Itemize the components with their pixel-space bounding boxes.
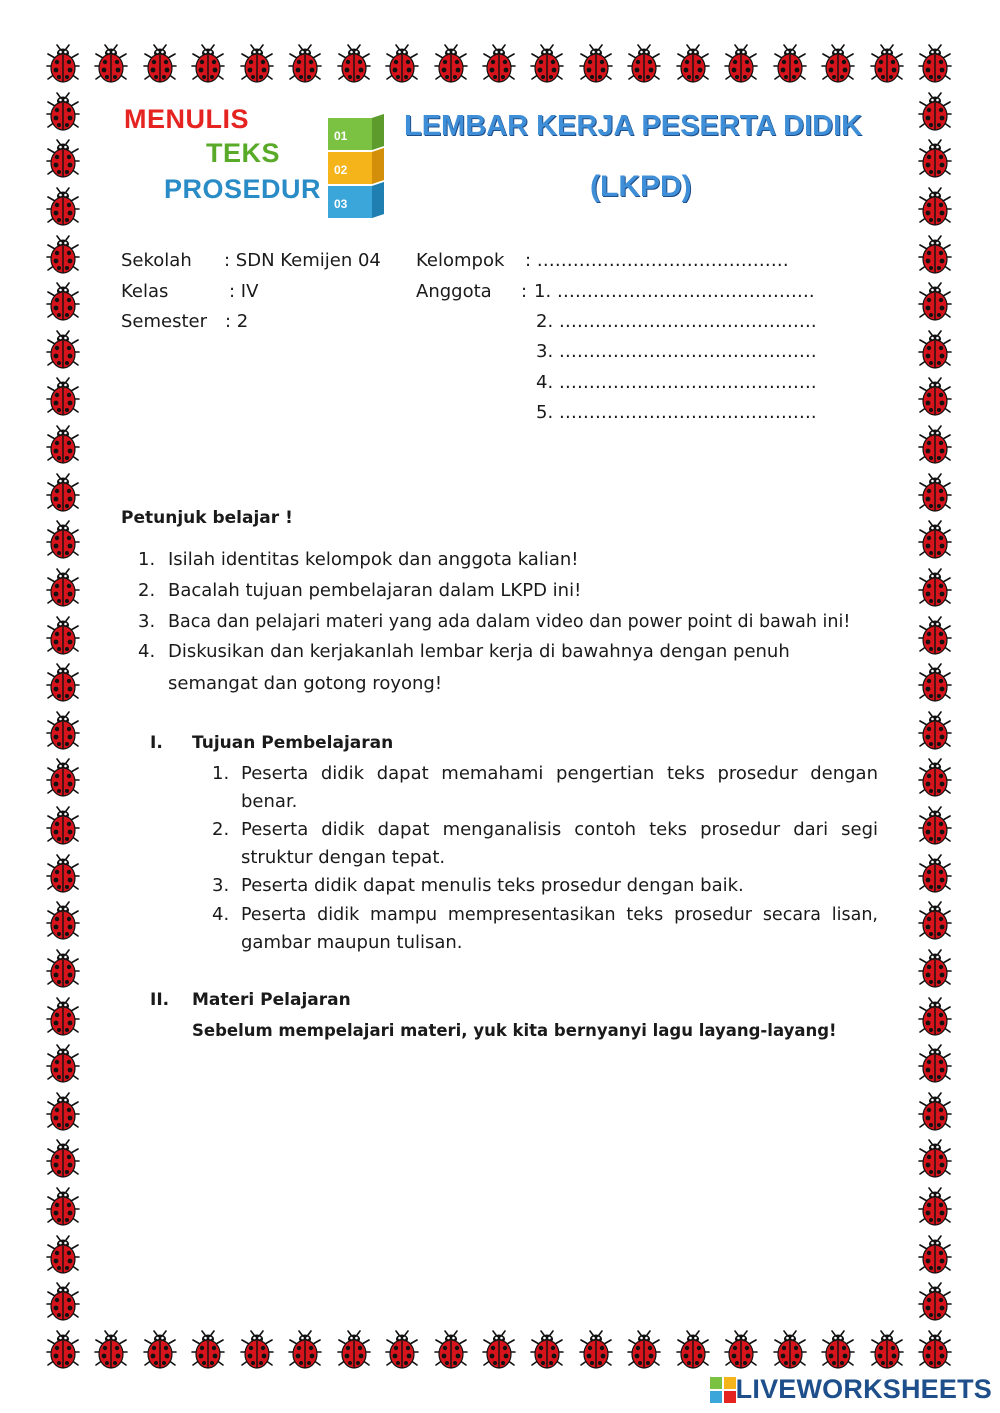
ladybug-icon [46, 377, 80, 417]
ladybug-icon [46, 1187, 80, 1227]
logo-word-prosedur: PROSEDUR [164, 174, 322, 204]
objective-item-continuation: benar. [241, 791, 298, 812]
instruction-item: Isilah identitas kelompok dan anggota kalian! [168, 549, 579, 570]
ladybug-icon [821, 44, 855, 84]
ladybug-icon [46, 1330, 80, 1370]
ladybug-icon [918, 997, 952, 1037]
ladybug-icon [918, 520, 952, 560]
ladybug-icon [46, 806, 80, 846]
ladybug-icon [191, 44, 225, 84]
ladybug-icon [240, 44, 274, 84]
step-01-label: 01 [334, 129, 348, 143]
ladybug-icon [46, 663, 80, 703]
ladybug-icon [918, 949, 952, 989]
ladybug-icon [46, 473, 80, 513]
liveworksheets-brand: LIVEWORKSHEETS [735, 1374, 992, 1404]
ladybug-icon [530, 44, 564, 84]
instruction-number: 3. [138, 611, 156, 632]
ladybug-icon [918, 44, 952, 84]
ladybug-icon [46, 1092, 80, 1132]
page-subtitle: (LKPD) [590, 170, 692, 203]
anggota-field-2[interactable]: 2. ……………………………………. [536, 311, 817, 332]
ladybug-icon [918, 806, 952, 846]
instruction-number: 1. [138, 549, 156, 570]
logo-word-teks: TEKS [206, 138, 281, 168]
objective-item: Peserta didik dapat menulis teks prosedur dengan baik. [241, 875, 744, 896]
ladybug-icon [46, 711, 80, 751]
ladybug-icon [46, 92, 80, 132]
ladybug-icon [918, 425, 952, 465]
ladybug-icon [627, 44, 661, 84]
menulis-teks-prosedur-logo [118, 100, 388, 220]
ladybug-icon [918, 711, 952, 751]
ladybug-icon [46, 949, 80, 989]
step-02-label: 02 [334, 163, 348, 177]
kelompok-field[interactable]: : …………………………………… [525, 250, 789, 271]
semester-label: Semester [121, 311, 208, 332]
ladybug-icon [46, 758, 80, 798]
ladybug-icon [918, 377, 952, 417]
ladybug-icon [240, 1330, 274, 1370]
anggota-field-4[interactable]: 4. ……………………………………. [536, 372, 817, 393]
ladybug-icon [676, 44, 710, 84]
ladybug-icon [46, 330, 80, 370]
ladybug-icon [918, 282, 952, 322]
ladybug-icon [46, 520, 80, 560]
objective-item: Peserta didik dapat memahami pengertian teks prosedur dengan [241, 763, 878, 784]
ladybug-icon [918, 1139, 952, 1179]
kelompok-label: Kelompok [416, 250, 505, 271]
ladybug-icon [46, 854, 80, 894]
instruction-item-continuation: semangat dan gotong royong! [168, 673, 443, 694]
section-2-text: Sebelum mempelajari materi, yuk kita bernyanyi lagu layang-layang! [192, 1021, 837, 1040]
ladybug-icon [724, 1330, 758, 1370]
ladybug-icon [337, 44, 371, 84]
ladybug-icon [918, 663, 952, 703]
ladybug-icon [918, 1330, 952, 1370]
anggota-label: Anggota [416, 281, 492, 302]
ladybug-icon [918, 235, 952, 275]
objective-number: 3. [212, 875, 230, 896]
ladybug-icon [46, 187, 80, 227]
ladybug-icon [94, 44, 128, 84]
ladybug-icon [918, 1235, 952, 1275]
instruction-item: Diskusikan dan kerjakanlah lembar kerja di bawahnya dengan penuh [168, 641, 790, 662]
ladybug-icon [385, 1330, 419, 1370]
ladybug-icon [627, 1330, 661, 1370]
step-03-label: 03 [334, 197, 348, 211]
instruction-number: 2. [138, 580, 156, 601]
ladybug-icon [46, 616, 80, 656]
ladybug-icon [46, 139, 80, 179]
ladybug-icon [46, 235, 80, 275]
ladybug-icon [579, 1330, 613, 1370]
kelas-label: Kelas [121, 281, 169, 302]
ladybug-icon [46, 1139, 80, 1179]
objective-item: Peserta didik dapat menganalisis contoh teks prosedur dari segi [241, 819, 878, 840]
ladybug-icon [918, 1282, 952, 1322]
ladybug-icon [46, 1282, 80, 1322]
ladybug-icon [191, 1330, 225, 1370]
ladybug-icon [482, 44, 516, 84]
ladybug-icon [773, 1330, 807, 1370]
ladybug-icon [46, 997, 80, 1037]
section-1-heading: Tujuan Pembelajaran [192, 733, 394, 753]
ladybug-icon [434, 44, 468, 84]
instruction-number: 4. [138, 641, 156, 662]
logo-word-menulis: MENULIS [124, 104, 249, 134]
ladybug-icon [870, 1330, 904, 1370]
objective-item-continuation: struktur dengan tepat. [241, 847, 446, 868]
ladybug-icon [143, 1330, 177, 1370]
ladybug-icon [918, 473, 952, 513]
objective-number: 4. [212, 904, 230, 925]
anggota-field-3[interactable]: 3. ……………………………………. [536, 341, 817, 362]
ladybug-icon [918, 1092, 952, 1132]
ladybug-icon [676, 1330, 710, 1370]
ladybug-icon [143, 44, 177, 84]
anggota-field-1[interactable]: 1. ……………………………………. [534, 281, 815, 302]
instruction-item: Bacalah tujuan pembelajaran dalam LKPD ini! [168, 580, 582, 601]
ladybug-icon [773, 44, 807, 84]
anggota-colon: : [521, 281, 528, 302]
ladybug-icon [918, 92, 952, 132]
objective-item-continuation: gambar maupun tulisan. [241, 932, 463, 953]
ladybug-icon [482, 1330, 516, 1370]
section-1-number: I. [150, 733, 163, 753]
ladybug-icon [46, 901, 80, 941]
ladybug-icon [724, 44, 758, 84]
sekolah-value: : SDN Kemijen 04 [224, 250, 381, 271]
ladybug-icon [918, 758, 952, 798]
ladybug-icon [918, 187, 952, 227]
objective-number: 2. [212, 819, 230, 840]
kelas-value: : IV [229, 281, 259, 302]
ladybug-icon [46, 44, 80, 84]
ladybug-icon [821, 1330, 855, 1370]
stacked-steps-icon [326, 112, 388, 222]
ladybug-icon [918, 901, 952, 941]
ladybug-icon [385, 44, 419, 84]
ladybug-icon [918, 854, 952, 894]
ladybug-icon [579, 44, 613, 84]
ladybug-icon [46, 1044, 80, 1084]
liveworksheets-logo-icon [710, 1377, 736, 1403]
liveworksheets-watermark [710, 1374, 992, 1405]
ladybug-icon [918, 616, 952, 656]
section-2-number: II. [150, 990, 170, 1010]
objective-item: Peserta didik mampu mempresentasikan teks prosedur secara lisan, [241, 905, 878, 925]
ladybug-icon [530, 1330, 564, 1370]
ladybug-icon [94, 1330, 128, 1370]
page-title: LEMBAR KERJA PESERTA DIDIK [404, 110, 863, 142]
ladybug-icon [918, 568, 952, 608]
sekolah-label: Sekolah [121, 250, 192, 271]
ladybug-icon [918, 1044, 952, 1084]
objective-number: 1. [212, 763, 230, 784]
ladybug-icon [918, 330, 952, 370]
ladybug-icon [46, 1235, 80, 1275]
ladybug-icon [434, 1330, 468, 1370]
ladybug-icon [46, 425, 80, 465]
section-2-heading: Materi Pelajaran [192, 990, 351, 1010]
ladybug-icon [288, 44, 322, 84]
ladybug-icon [337, 1330, 371, 1370]
instruction-item: Baca dan pelajari materi yang ada dalam video dan power point di bawah ini! [168, 612, 851, 632]
ladybug-icon [918, 139, 952, 179]
ladybug-icon [870, 44, 904, 84]
instructions-heading: Petunjuk belajar ! [121, 508, 293, 528]
ladybug-icon [918, 1187, 952, 1227]
anggota-field-5[interactable]: 5. ……………………………………. [536, 402, 817, 423]
semester-value: : 2 [225, 311, 249, 332]
ladybug-icon [46, 568, 80, 608]
ladybug-icon [288, 1330, 322, 1370]
ladybug-icon [46, 282, 80, 322]
